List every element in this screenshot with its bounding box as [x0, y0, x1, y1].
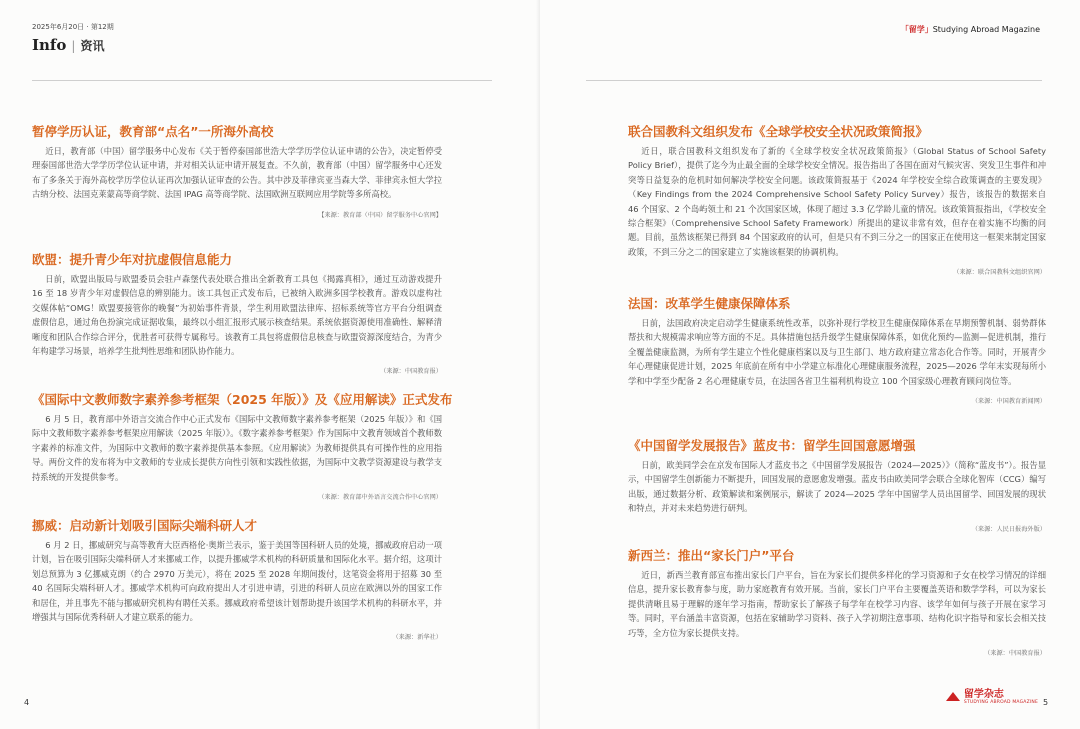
article-source: （来源：联合国教科文组织官网） [953, 269, 1046, 277]
article [32, 518, 442, 641]
article-body: 6 月 5 日，教育部中外语言交流合作中心正式发布《国际中文教师数字素养参考框架（2025 年版）》和《国际中文教师数字素养参考框架应用解读（2025 年版）》。《数字素养参考框架》作为国际中文教育领域首个教师数字素养的标准文件，为国际中文教师的数字素养提供基本参照。《应用解读》为教师提供具有可操作性的应用指导。两份文件的发布将为中文教师的专业成长提供方向性引领和实践性依据，为国际中文教学资源建设与教学支持系统的开发提供参考。 [32, 414, 442, 482]
logo-text: 留学杂志 [963, 689, 1004, 700]
article-title: 新西兰：推出“家长门户”平台 [628, 548, 795, 563]
article-body: 近日，教育部（中国）留学服务中心发布《关于暂停泰国部世浩大学学历学位认证申请的公告》，决定暂停受理泰国部世浩大学学历学位认证申请，并对相关认证申请开展复查。不久前，教育部（中国）留学服务中心还发布了多条关于海外高校学历学位认证再次加强认证审查的公告。其中涉及菲律宾亚当森大学、菲律宾永恒大学拉古纳分校、法国克莱蒙高等商学院、法国 IPAG 高等商学院、法国欧洲互联网应用学院等多所高校。 [32, 146, 442, 200]
header-rule [586, 80, 1042, 81]
article-source: （来源：中国教育新闻网） [971, 398, 1046, 406]
divider: | [71, 39, 76, 53]
magazine-title [901, 24, 1040, 35]
article-title: 挪威：启动新计划吸引国际尖端科研人才 [32, 518, 258, 533]
article-body: 近日，新西兰教育部宣布推出家长门户平台，旨在为家长们提供多样化的学习资源和子女在校学习情况的详细信息，提升家长教育参与度，助力家庭教育有效开展。当前，家长门户平台主要覆盖英语和数学学科，可以为家长提供清晰且易于理解的逐年学习指南，帮助家长了解孩子每学年在校学习内容、该学年如何与孩子开展在家学习等。同时，平台涵盖丰富资源，包括在家辅助学习资料、孩子入学初期注意事项、结构化识字指导和家长会相关技巧等，全方位为家长提供支持。 [628, 570, 1046, 638]
article-title: 《国际中文教师数字素养参考框架（2025 年版）》及《应用解读》正式发布 [32, 392, 453, 407]
article-body: 日前，欧美同学会在京发布国际人才蓝皮书之《中国留学发展报告（2024—2025）》（简称“蓝皮书”）。报告显示，中国留学生创新能力不断提升，回国发展的意愿愈发增强。蓝皮书由欧美同学会联合全球化智库（CCG）编写出版，通过数据分析、政策解读和案例展示，解读了 2024—2025 学年中国留学人员出国留学、回国发展的现状和特点，并对未来趋势进行研判。 [628, 460, 1046, 514]
article [32, 392, 453, 502]
section-title-en: Info [32, 36, 67, 54]
article-title: 欧盟：提升青少年对抗虚假信息能力 [32, 252, 233, 267]
magazine-name: Studying Abroad Magazine [932, 25, 1040, 34]
page-number-right: 5 [1043, 698, 1049, 707]
article-source: （来源：中国教育报） [984, 650, 1046, 658]
article-title: 联合国教科文组织发布《全球学校安全状况政策简报》 [628, 124, 929, 139]
article-title: 法国：改革学生健康保障体系 [628, 296, 791, 311]
magazine-mark: 「留学」 [900, 25, 933, 34]
issue-date: 2025年6月20日 · 第12期 [32, 23, 114, 31]
article [628, 296, 1046, 405]
article-body: 日前，欧盟出版局与欧盟委员会驻卢森堡代表处联合推出全新教育工具包《揭露真相》，通过互动游戏提升 16 至 18 岁青少年对虚假信息的辨别能力。该工具包正式发布后，已被纳入欧洲多国学校教育。游戏以虚构社交媒体帖“OMG！欧盟要接管你的晚餐”为初始事件背景，学生利用欧盟法律库、招标系统等官方平台分组调查虚假信息，通过角色扮演完成证据收集，最终以小组汇报形式展示核查结果。系统依据资源使用准确性、解释清晰度和团队合作综合评分，优胜者可获得专属称号。该教育工具包将虚假信息核查与欧盟资源深度结合，为青少年构建学习场景，培养学生批判性思维和团队协作能力。 [32, 274, 442, 357]
article-source: （来源：人民日报海外版） [971, 525, 1046, 533]
article-body: 日前，法国政府决定启动学生健康系统性改革，以弥补现行学校卫生健康保障体系在早期预警机制、弱势群体帮扶和大规模需求响应等方面的不足。具体措施包括升级学生健康保障体系，如优化预约—监测—促进机制，推行全覆盖健康监测，为所有学生建立个性化健康档案以及与卫生部门、地方政府建立常态化合作等。同时，开展青少年心理健康促进计划，2025 年底前在所有中小学建立标准化心理健康服务流程，2025—2026 学年末实现每所小学和中学至少配备 2 名心理健康专员，在法国各省卫生福利机构设立 100 个国家级心理教育顾问岗位等。 [628, 318, 1046, 386]
magazine-logo [946, 685, 1038, 705]
header-rule [32, 80, 492, 81]
page-number-left: 4 [24, 698, 30, 707]
article-source: 【来源：教育部（中国）留学服务中心官网】 [318, 211, 442, 219]
logo-subtext: STUDYING ABROAD MAGAZINE [963, 700, 1038, 705]
section-header [32, 36, 104, 54]
article-body: 6 月 2 日，挪威研究与高等教育大臣西格伦·奥斯兰表示，鉴于美国等国科研人员的处境，挪威政府启动一项计划，旨在吸引国际尖端科研人才来挪威工作，以提升挪威学术机构的科研质量和国际化水平。据介绍，这项计划总预算为 3 亿挪威克朗（约合 2970 万美元），将在 2025 至 2028 年期间拨付，这笔资金将用于招募 30 至 40 名国际尖端科研人才。挪威学术机构可向政府提出人才引进申请，引进的科研人员应在欧洲以外的国家工作和居住，并且事先不能与挪威研究机构有聘任关系。挪威政府希望该计划帮助提升该国学术机构的科研水平，并增强其与国际优秀科研人才建立联系的能力。 [32, 540, 442, 623]
article [628, 124, 1046, 276]
article [32, 252, 442, 375]
article-source: （来源：中国教育报） [380, 368, 442, 376]
article-title: 《中国留学发展报告》蓝皮书：留学生回国意愿增强 [628, 438, 916, 453]
section-title-zh: 资讯 [80, 39, 105, 53]
article-body: 近日，联合国教科文组织发布了新的《全球学校安全状况政策简报》（Global Status of School Safety Policy Brief），提供了迄今为止最全面的全球学校安全情况。报告指出了各国在面对气候灾害、突发卫生事件和冲突等日益复杂的危机时如何解决学校安全问题。该政策简报基于《2024 年学校安全综合政策调查的主要发现》（Key Findings from the 2024 Comprehensive School Safety Policy Survey）报告，该报告的数据来自 46 个国家、2 个岛屿领土和 21 个次国家区域，体现了超过 3.3 亿学龄儿童的情况。该政策简报指出，《学校安全综合框架》（Comprehensive School Safety Framework）所提出的建议非常有效，但存在着实施不均衡的问题。目前，虽然该框架已得到 84 个国家政府的认可，但是只有不到三分之一的国家正在使用这一框架来制定国家政策，不到三分之二的国家建立了实施该框架的协调机构。 [628, 146, 1046, 257]
article [628, 548, 1046, 657]
article-source: （来源：教育部中外语言交流合作中心官网） [318, 494, 442, 502]
article-source: （来源：新华社） [392, 634, 442, 642]
article-title: 暂停学历认证，教育部“点名”一所海外高校 [32, 124, 274, 139]
article [628, 438, 1046, 533]
article [32, 124, 442, 219]
logo-icon [946, 690, 960, 701]
